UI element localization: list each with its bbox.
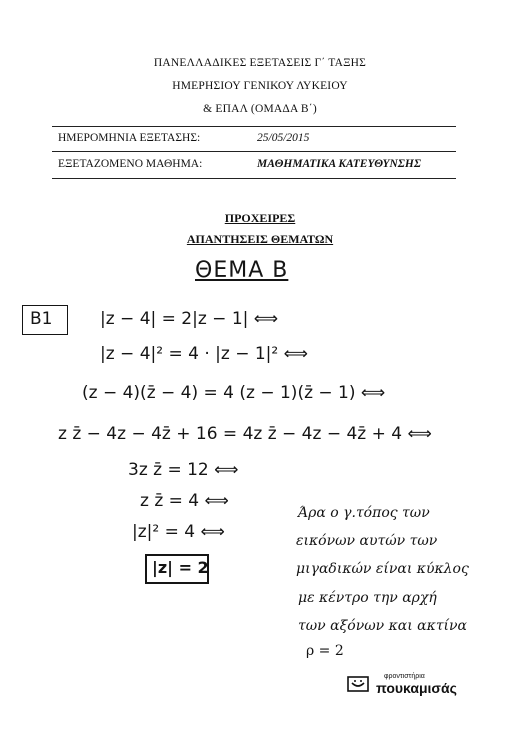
step-2: |z − 4|² = 4 · |z − 1|² ⟺ bbox=[100, 344, 308, 364]
date-value: 25/05/2015 bbox=[257, 132, 310, 144]
step-4: z z̄ − 4z − 4z̄ + 16 = 4z z̄ − 4z − 4z̄ + 4 ⟺ bbox=[58, 424, 432, 444]
note-line-4: με κέντρο την αρχή bbox=[298, 590, 437, 606]
info-rule-top bbox=[52, 126, 456, 127]
note-line-3: μιγαδικών είναι κύκλος bbox=[296, 561, 469, 577]
note-line-5: των αξόνων και ακτίνα bbox=[298, 618, 468, 634]
logo-small-text: φροντιστήρια bbox=[384, 673, 425, 680]
logo-icon bbox=[347, 676, 369, 692]
step-6: z z̄ = 4 ⟺ bbox=[140, 491, 229, 511]
info-rule-middle bbox=[52, 151, 456, 152]
step-1: |z − 4| = 2|z − 1| ⟺ bbox=[100, 309, 279, 329]
date-label: ΗΜΕΡΟΜΗΝΙΑ ΕΞΕΤΑΣΗΣ: bbox=[58, 132, 201, 144]
answers-title: ΑΠΑΝΤΗΣΕΙΣ ΘΕΜΑΤΩΝ bbox=[186, 232, 334, 246]
note-line-1: Άρα ο γ.τόπος των bbox=[298, 505, 430, 521]
b1-label-box bbox=[22, 305, 68, 335]
info-rule-bottom bbox=[52, 178, 456, 179]
subject-label: ΕΞΕΤΑΖΟΜΕΝΟ ΜΑΘΗΜΑ: bbox=[58, 158, 203, 170]
note-line-6: ρ = 2 bbox=[306, 643, 344, 659]
draft-title: ΠΡΟΧΕΙΡΕΣ bbox=[224, 211, 296, 225]
step-7: |z|² = 4 ⟺ bbox=[132, 522, 225, 542]
subject-value: ΜΑΘΗΜΑΤΙΚΑ ΚΑΤΕΥΘΥΝΣΗΣ bbox=[257, 158, 421, 170]
header-line-2: ΗΜΕΡΗΣΙΟΥ ΓΕΝΙΚΟΥ ΛΥΚΕΙΟΥ bbox=[172, 80, 348, 92]
theme-title: ΘΕΜΑ Β bbox=[195, 258, 289, 283]
header-line-3: & ΕΠΑΛ (ΟΜΑΔΑ Β΄) bbox=[203, 103, 317, 115]
note-line-2: εικόνων αυτών των bbox=[296, 533, 438, 549]
header-line-1: ΠΑΝΕΛΛΑΔΙΚΕΣ ΕΞΕΤΑΣΕΙΣ Γ΄ ΤΑΞΗΣ bbox=[153, 57, 367, 69]
step-3: (z − 4)(z̄ − 4) = 4 (z − 1)(z̄ − 1) ⟺ bbox=[82, 383, 386, 403]
b1-label: Β1 bbox=[30, 309, 53, 329]
step-5: 3z z̄ = 12 ⟺ bbox=[128, 460, 239, 480]
result-value: |z| = 2 bbox=[152, 558, 209, 577]
logo-brand-text: πουκαμισάς bbox=[376, 680, 457, 696]
result-box bbox=[145, 554, 209, 584]
